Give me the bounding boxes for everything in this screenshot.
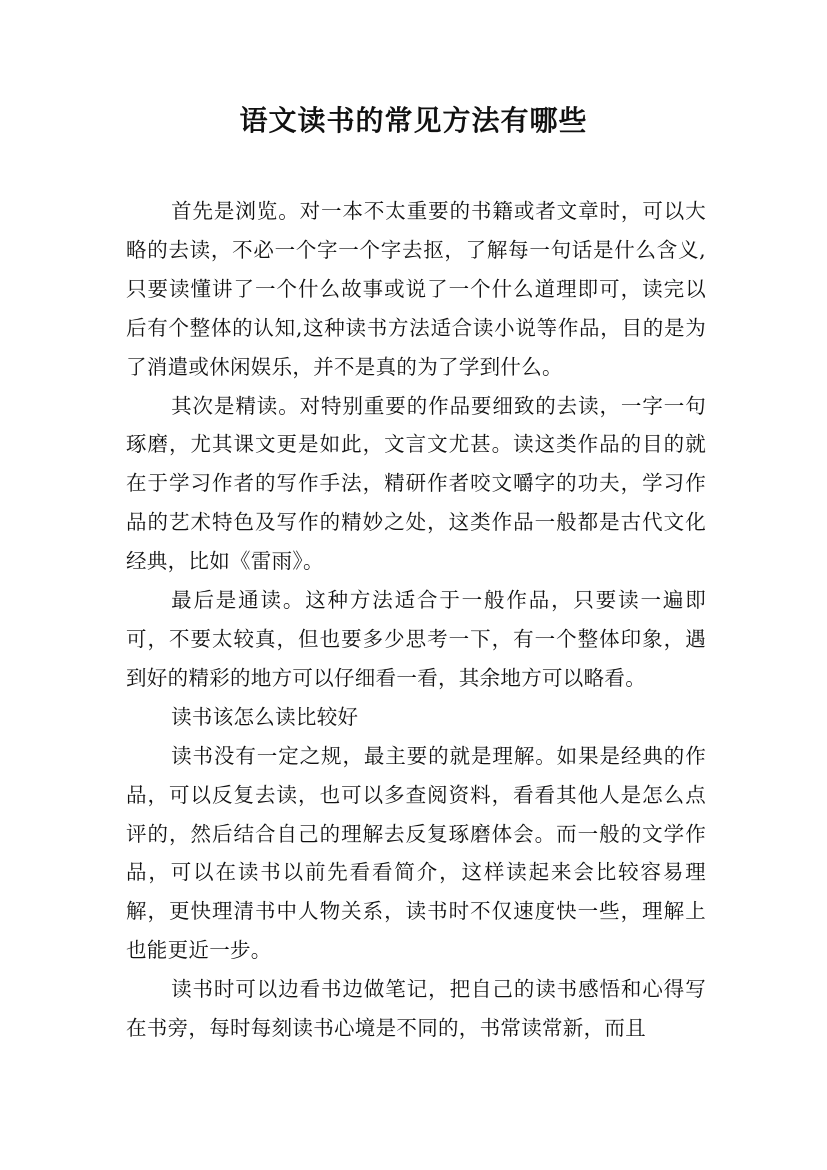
document-body [126, 192, 706, 1048]
paragraph-note-taking: 读书时可以边看书边做笔记，把自己的读书感悟和心得写在书旁，每时每刻读书心境是不同的，书常读常新，而且 [126, 977, 706, 1041]
section-heading-how-to-read: 读书该怎么读比较好 [171, 704, 359, 729]
document-title: 语文读书的常见方法有哪些 [239, 104, 588, 137]
paragraph-browse-reading: 首先是浏览。对一本不太重要的书籍或者文章时，可以大略的去读，不必一个字一个字去抠，了解每一句话是什么含义,只要读懂讲了一个什么故事或说了一个什么道理即可，读完以后有个整体的认知,这种读书方法适合读小说等作品，目的是为了消遣或休闲娱乐，并不是真的为了学到什么。 [126, 199, 706, 379]
paragraph-intensive-reading: 其次是精读。对特别重要的作品要细致的去读，一字一句琢磨，尤其课文更是如此，文言文尤甚。读这类作品的目的就在于学习作者的写作手法，精研作者咬文嚼字的功夫，学习作品的艺术特色及写作的精妙之处，这类作品一般都是古代文化经典，比如《雷雨》。 [126, 393, 706, 574]
paragraph-understanding: 读书没有一定之规，最主要的就是理解。如果是经典的作品，可以反复去读，也可以多查阅资料，看看其他人是怎么点评的，然后结合自己的理解去反复琢磨体会。而一般的文学作品，可以在读书以前先看看简介，这样读起来会比较容易理解，更快理清书中人物关系，读书时不仅速度快一些，理解上也能更近一步。 [126, 743, 706, 963]
paragraph-general-reading: 最后是通读。这种方法适合于一般作品，只要读一遍即可，不要太较真，但也要多少思考一下，有一个整体印象，遇到好的精彩的地方可以仔细看一看，其余地方可以略看。 [126, 588, 706, 690]
